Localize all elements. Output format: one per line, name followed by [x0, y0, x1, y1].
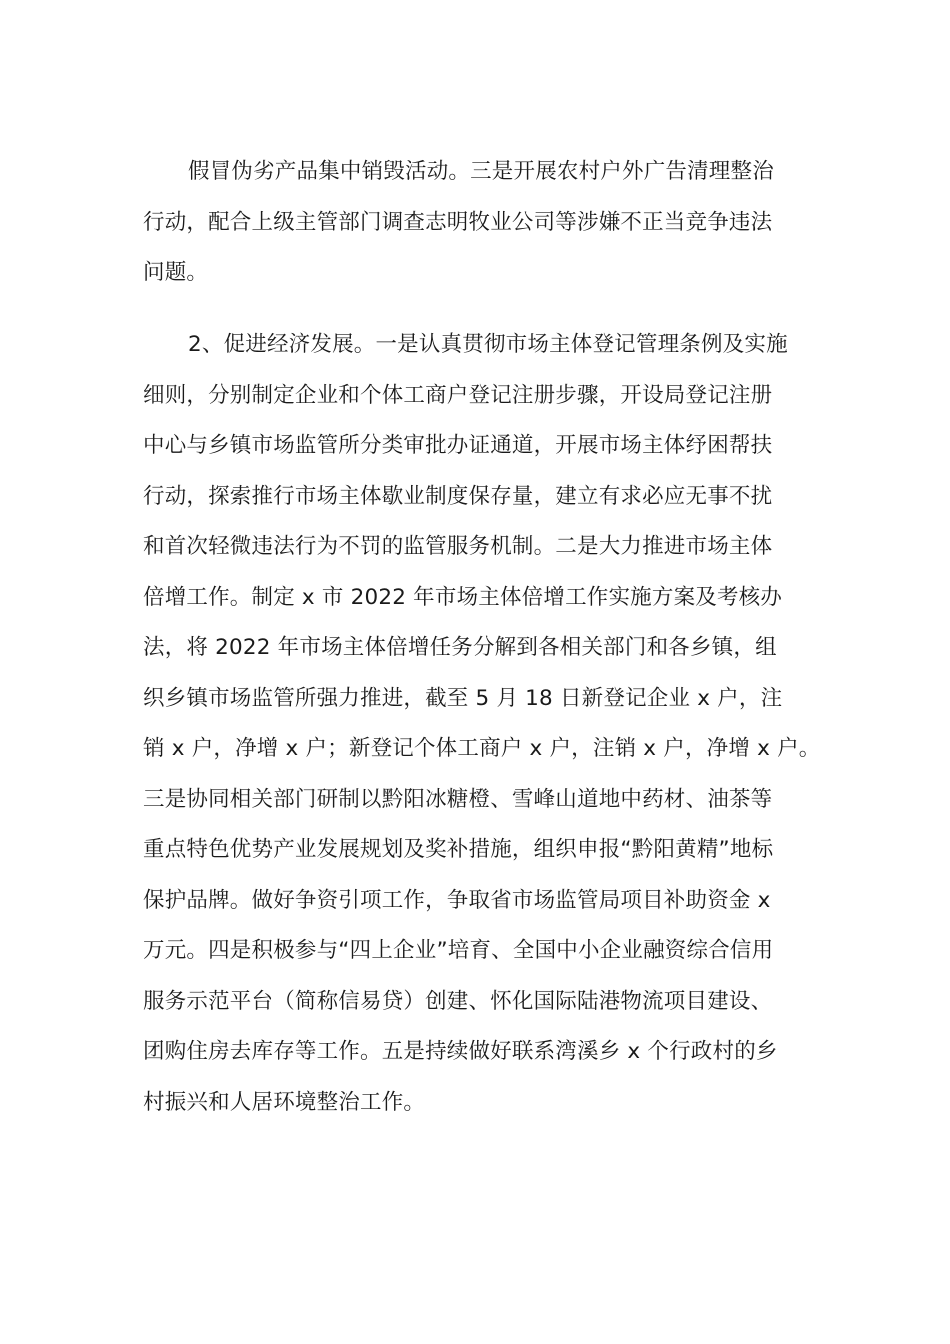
paragraph-line: 行动，探索推行市场主体歇业制度保存量，建立有求必应无事不扰: [143, 483, 773, 509]
paragraph-line: 团购住房去库存等工作。五是持续做好联系湾溪乡 x 个行政村的乡: [143, 1039, 778, 1064]
paragraph-line: 问题。: [143, 260, 209, 285]
paragraph-2: [143, 320, 821, 1128]
paragraph-line: 保护品牌。做好争资引项工作，争取省市场监管局项目补助资金 x: [143, 887, 771, 913]
paragraph-line: 重点特色优势产业发展规划及奖补措施，组织申报“黔阳黄精”地标: [143, 837, 774, 862]
paragraph-line: 万元。四是积极参与“四上企业”培育、全国中小企业融资综合信用: [143, 938, 774, 963]
paragraph-line: 服务示范平台（简称信易贷）创建、怀化国际陆港物流项目建设、: [143, 988, 773, 1014]
paragraph-line: 村振兴和人居环境整治工作。: [143, 1089, 426, 1115]
paragraph-line: 织乡镇市场监管所强力推进，截至 5 月 18 日新登记企业 x 户，注: [143, 685, 783, 711]
paragraph-line: 和首次轻微违法行为不罚的监管服务机制。二是大力推进市场主体: [143, 534, 773, 559]
paragraph-line: 销 x 户，净增 x 户；新登记个体工商户 x 户，注销 x 户，净增 x 户。: [143, 736, 821, 761]
paragraph-line: 行动，配合上级主管部门调查志明牧业公司等涉嫌不正当竞争违法: [143, 209, 773, 235]
paragraph-line: 细则，分别制定企业和个体工商户登记注册步骤，开设局登记注册: [143, 382, 773, 408]
paragraph-line: 2、促进经济发展。一是认真贯彻市场主体登记管理条例及实施: [188, 332, 788, 357]
paragraph-1: [143, 147, 808, 299]
paragraph-line: 假冒伪劣产品集中销毁活动。三是开展农村户外广告清理整治: [188, 159, 774, 184]
paragraph-line: 三是协同相关部门研制以黔阳冰糖橙、雪峰山道地中药材、油茶等: [143, 786, 773, 812]
paragraph-line: 法，将 2022 年市场主体倍增任务分解到各相关部门和各乡镇，组: [143, 635, 777, 660]
paragraph-line: 倍增工作。制定 x 市 2022 年市场主体倍增工作实施方案及考核办: [143, 584, 783, 610]
paragraph-line: 中心与乡镇市场监管所分类审批办证通道，开展市场主体纾困帮扶: [143, 433, 773, 458]
